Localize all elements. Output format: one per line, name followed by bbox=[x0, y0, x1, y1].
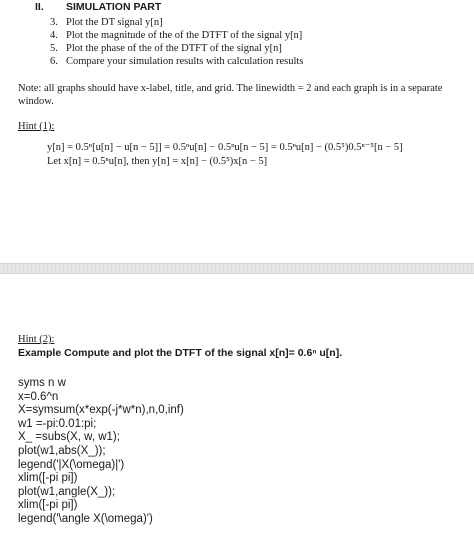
list-item-number: 4. bbox=[50, 30, 58, 41]
hint-2-label: Hint (2): bbox=[18, 334, 55, 345]
equation-line-1: y[n] = 0.5ⁿ[u[n] − u[n − 5]] = 0.5ⁿu[n] − 0.5ⁿu[n − 5] = 0.5ⁿu[n] − (0.5⁵)0.5ⁿ⁻⁵[n − 5] bbox=[47, 142, 403, 153]
section-number: II. bbox=[35, 1, 44, 13]
example-heading: Example Compute and plot the DTFT of the signal x[n]= 0.6ⁿ u[n]. bbox=[18, 347, 343, 359]
list-item-number: 6. bbox=[50, 56, 58, 67]
list-item bbox=[50, 42, 303, 55]
code-line: syms n w bbox=[18, 377, 66, 389]
list-item bbox=[50, 16, 303, 29]
list-item-text: Plot the DT signal y[n] bbox=[66, 17, 163, 28]
code-line: X_ =subs(X, w, w1); bbox=[18, 431, 120, 444]
list-item bbox=[50, 29, 303, 42]
code-block bbox=[18, 377, 184, 527]
section-title: SIMULATION PART bbox=[66, 1, 162, 13]
code-line: legend('\angle X(\omega)') bbox=[18, 512, 153, 525]
hint-1-label: Hint (1): bbox=[18, 121, 55, 132]
note-paragraph: Note: all graphs should have x-label, title, and grid. The linewidth = 2 and each graph is in a separate window. bbox=[18, 83, 443, 107]
list-item-number: 5. bbox=[50, 43, 58, 54]
task-list bbox=[50, 16, 303, 68]
page-divider bbox=[0, 263, 474, 274]
list-item bbox=[50, 55, 303, 68]
code-line: plot(w1,abs(X_)); bbox=[18, 444, 106, 457]
code-line: X=symsum(x*exp(-j*w*n),n,0,inf) bbox=[18, 404, 184, 417]
code-line: plot(w1,angle(X_)); bbox=[18, 485, 116, 498]
list-item-text: Plot the phase of the of the DTFT of the signal y[n] bbox=[66, 43, 282, 54]
code-line: xlim([-pi pi]) bbox=[18, 499, 78, 512]
list-item-number: 3. bbox=[50, 17, 58, 28]
code-line: legend('|X(\omega)|') bbox=[18, 458, 125, 471]
code-line: w1 =-pi:0.01:pi; bbox=[18, 417, 97, 430]
code-line: x=0.6^n bbox=[18, 390, 59, 403]
list-item-text: Plot the magnitude of the of the DTFT of the signal y[n] bbox=[66, 30, 303, 41]
equation-line-2: Let x[n] = 0.5ⁿu[n], then y[n] = x[n] − (0.5⁵)x[n − 5] bbox=[47, 156, 268, 167]
list-item-text: Compare your simulation results with calculation results bbox=[66, 56, 304, 67]
code-line: xlim([-pi pi]) bbox=[18, 472, 78, 485]
